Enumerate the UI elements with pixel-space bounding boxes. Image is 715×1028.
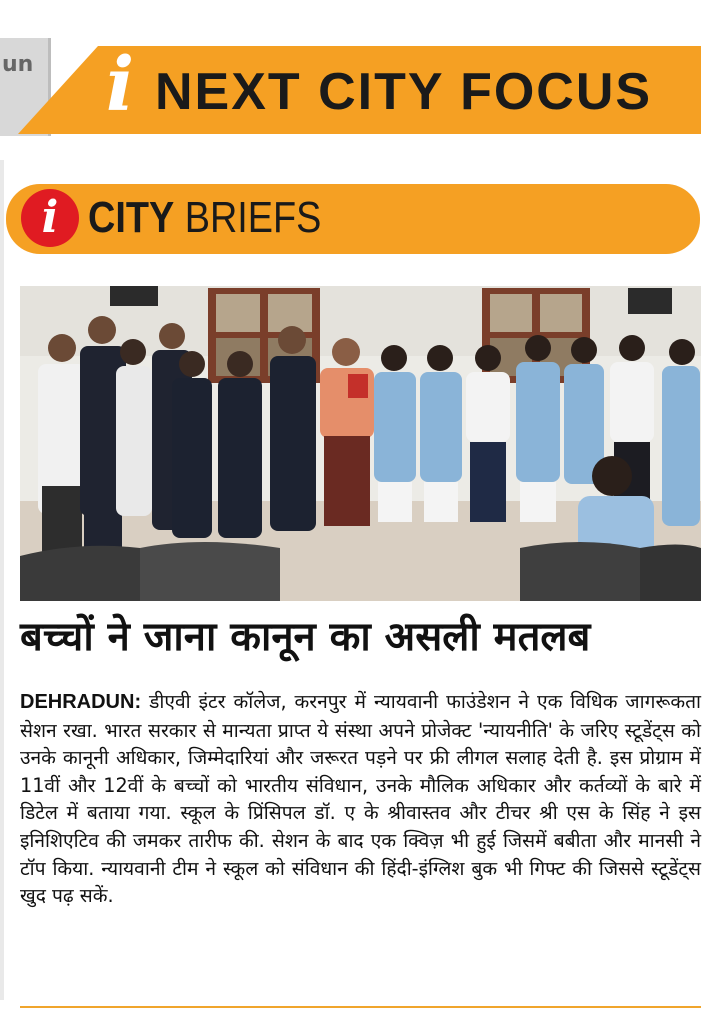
page-edge-shade [0,160,4,1000]
page-banner-title: NEXT CITY FOCUS [155,63,653,121]
news-photo [20,286,701,601]
bottom-divider [20,1006,701,1008]
article-dateline: DEHRADUN: [20,691,142,713]
previous-page-text: un [2,52,34,77]
section-title-bold: CITY [88,193,175,242]
article-body [20,688,701,910]
section-title [88,193,322,242]
section-title-rest: BRIEFS [174,193,322,242]
section-logo-letter: i [41,192,59,243]
section-logo-icon [21,189,79,247]
group-photo-illustration [20,286,701,601]
article-headline: बच्चों ने जाना कानून का असली मतलब [20,614,591,660]
article-text: डीएवी इंटर कॉलेज, करनपुर में न्यायवानी फाउंडेशन ने एक विधिक जागरूकता सेशन रखा. भारत सरकार से मान्यता प्राप्त ये संस्था अपने प्रोजेक्ट 'न्यायनीति' के जरिए स्टूडेंट्स को उनके कानूनी अधिकार, जिम्मेदारियां और जरूरत पड़ने पर फ्री लीगल सलाह देती है. इस प्रोग्राम में 11वीं और 12वीं के बच्चों को भारतीय संविधान, उनके मौलिक अधिकार और कर्तव्यों के बारे में डिटेल में बताया गया. स्कूल के प्रिंसिपल डॉ. ए के श्रीवास्तव और टीचर श्री एस के सिंह ने इस इनिशिएटिव की जमकर तारीफ की. सेशन के बाद एक क्विज़ भी हुई जिसमें बबीता और मानसी ने टॉप किया. न्यायवानी टीम ने स्कूल को संविधान की हिंदी-इंग्लिश बुक भी गिफ्ट की जिससे स्टूडेंट्स खुद पढ़ सकें. [20,690,701,908]
brand-i-logo: i [106,42,135,128]
